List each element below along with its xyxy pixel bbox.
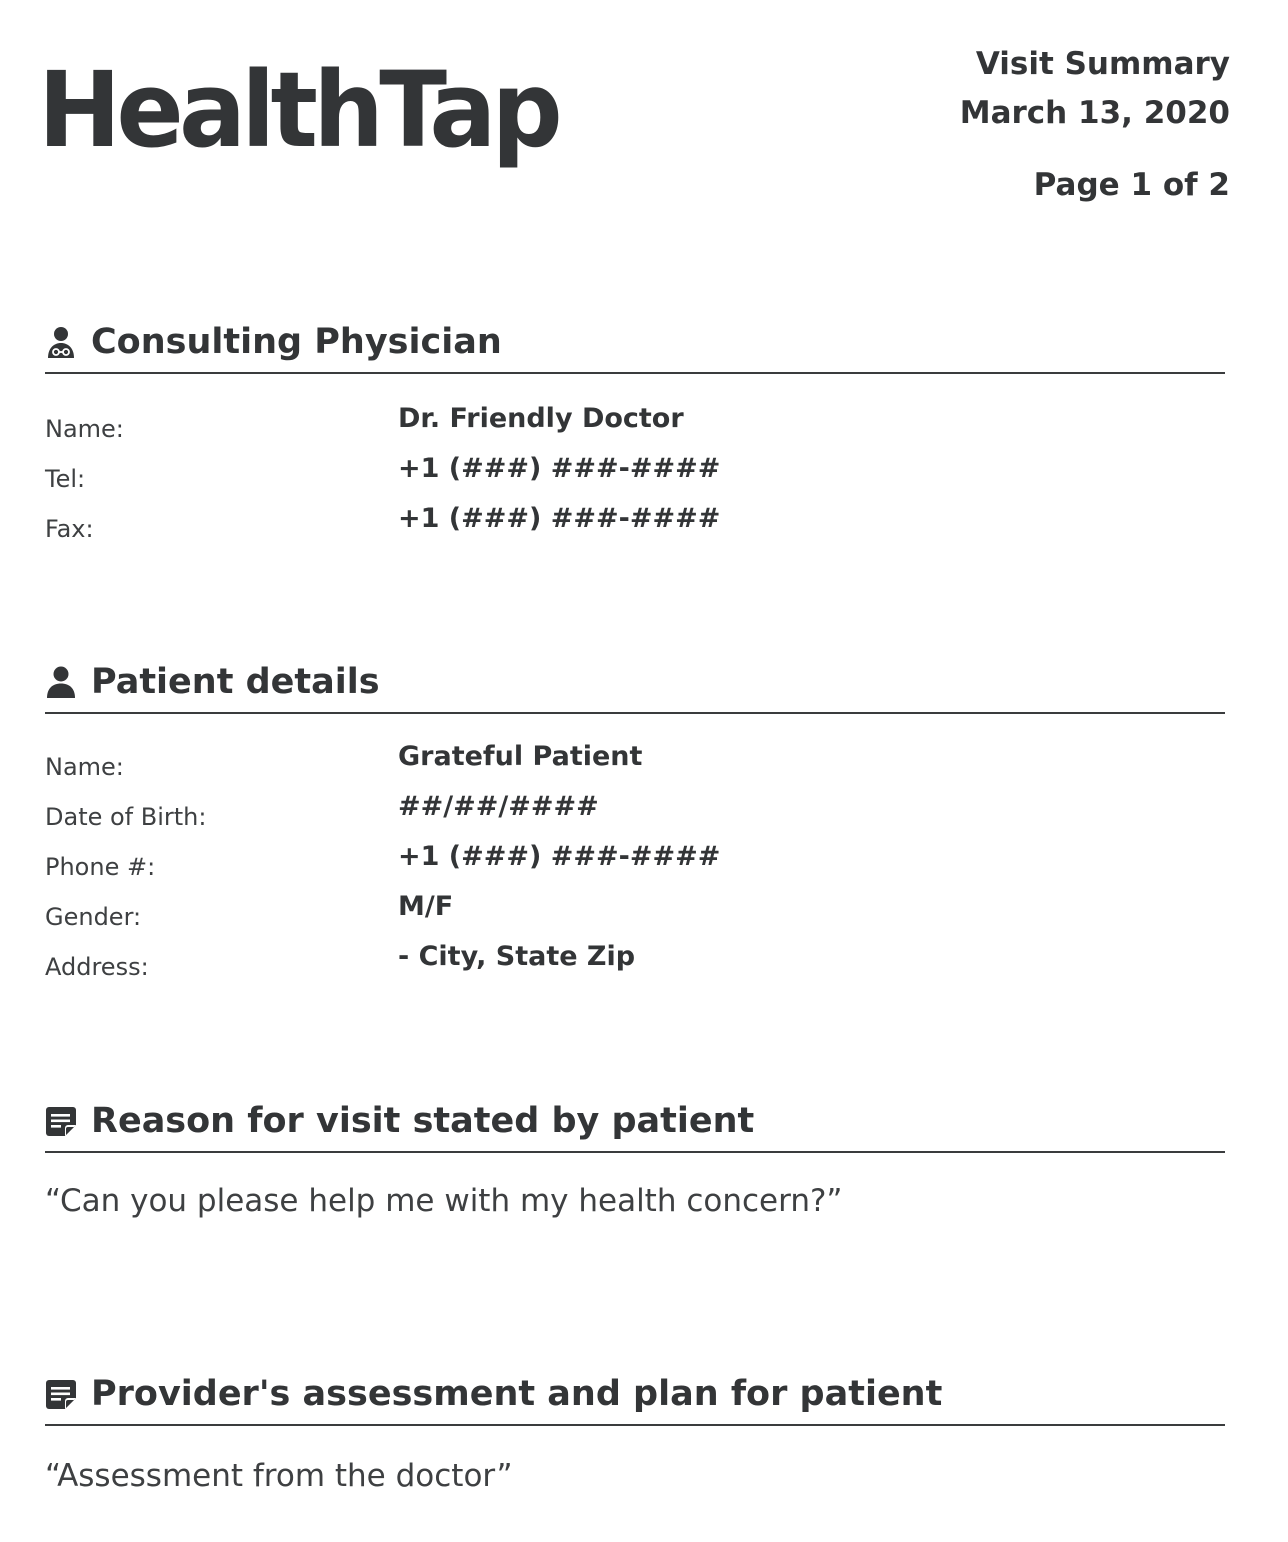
- field-label: Address:: [45, 953, 149, 981]
- detail-row: [45, 403, 1225, 453]
- field-value: Dr. Friendly Doctor: [398, 403, 684, 434]
- field-label: Date of Birth:: [45, 803, 207, 831]
- field-value: M/F: [398, 891, 454, 922]
- section-header-physician: [45, 312, 1225, 374]
- section-title: Patient details: [91, 662, 380, 702]
- note-icon: [45, 1378, 77, 1410]
- page-indicator: Page 1 of 2: [1033, 167, 1230, 203]
- note-icon: [45, 1105, 77, 1137]
- field-value: +1 (###) ###-####: [398, 841, 721, 872]
- field-value: +1 (###) ###-####: [398, 503, 721, 534]
- field-label: Fax:: [45, 515, 94, 543]
- field-value: +1 (###) ###-####: [398, 453, 721, 484]
- svg-text:HealthTap: HealthTap: [38, 54, 559, 171]
- document-title: Visit Summary: [975, 46, 1230, 82]
- assessment-text: “Assessment from the doctor”: [45, 1458, 513, 1494]
- detail-row: [45, 453, 1225, 503]
- detail-row: [45, 791, 1225, 841]
- detail-row: [45, 503, 1225, 553]
- section-header-patient: [45, 652, 1225, 714]
- section-title: Reason for visit stated by patient: [91, 1101, 755, 1141]
- section-title: Provider's assessment and plan for patient: [91, 1374, 943, 1414]
- doctor-icon: [45, 326, 77, 358]
- field-label: Tel:: [45, 465, 86, 493]
- field-label: Gender:: [45, 903, 142, 931]
- detail-row: [45, 841, 1225, 891]
- section-title: Consulting Physician: [91, 322, 502, 362]
- patient-details: [45, 741, 1225, 991]
- section-header-assessment: [45, 1364, 1225, 1426]
- field-label: Name:: [45, 415, 124, 443]
- visit-date: March 13, 2020: [959, 95, 1230, 131]
- physician-details: [45, 403, 1225, 553]
- field-value: - City, State Zip: [398, 941, 636, 972]
- field-label: Phone #:: [45, 853, 156, 881]
- detail-row: [45, 891, 1225, 941]
- healthtap-logo: [38, 54, 568, 179]
- detail-row: [45, 741, 1225, 791]
- field-value: Grateful Patient: [398, 741, 643, 772]
- reason-text: “Can you please help me with my health concern?”: [45, 1183, 843, 1219]
- field-value: ##/##/####: [398, 791, 599, 822]
- section-header-reason: [45, 1091, 1225, 1153]
- field-label: Name:: [45, 753, 124, 781]
- detail-row: [45, 941, 1225, 991]
- user-icon: [45, 666, 77, 698]
- document-header: [960, 40, 1230, 210]
